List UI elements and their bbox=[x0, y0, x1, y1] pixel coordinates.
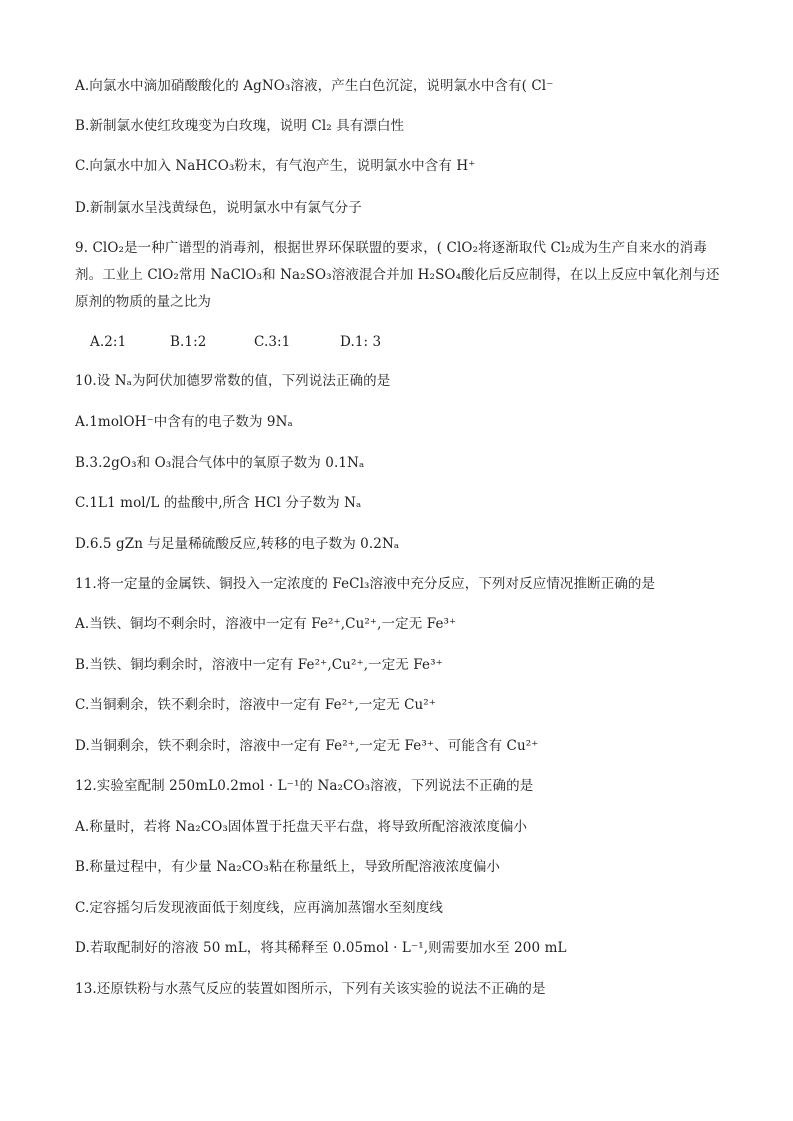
q9-option-d: D.1: 3 bbox=[340, 334, 382, 350]
q12-option-c: C.定容摇匀后发现液面低于刻度线，应再滴加蒸馏水至刻度线 bbox=[75, 900, 443, 916]
q8-option-c: C.向氯水中加入 NaHCO₃粉末，有气泡产生，说明氯水中含有 H⁺ bbox=[75, 158, 476, 174]
q9-stem-line-3: 原剂的物质的量之比为 bbox=[75, 294, 211, 310]
q11-option-b: B.当铁、铜均剩余时，溶液中一定有 Fe²⁺,Cu²⁺,一定无 Fe³⁺ bbox=[75, 657, 443, 673]
q13-stem: 13.还原铁粉与水蒸气反应的装置如图所示，下列有关该实验的说法不正确的是 bbox=[75, 981, 546, 997]
q9-options bbox=[90, 332, 381, 352]
q10-option-d: D.6.5 gZn 与足量稀硫酸反应,转移的电子数为 0.2Nₐ bbox=[75, 536, 400, 552]
q10-option-c: C.1L1 mol/L 的盐酸中,所含 HCl 分子数为 Nₐ bbox=[75, 495, 362, 511]
q9-stem-line-1: 9. ClO₂是一种广谱型的消毒剂，根据世界环保联盟的要求，( ClO₂将逐渐取代 Cl₂成为生产自来水的消毒 bbox=[75, 240, 707, 256]
q10-option-b: B.3.2gO₃和 O₃混合气体中的氧原子数为 0.1Nₐ bbox=[75, 455, 365, 471]
q8-option-b: B.新制氯水使红玫瑰变为白玫瑰，说明 Cl₂ 具有漂白性 bbox=[75, 118, 405, 134]
q11-stem: 11.将一定量的金属铁、铜投入一定浓度的 FeCl₃溶液中充分反应，下列对反应情况推断正确的是 bbox=[75, 576, 656, 592]
q11-option-a: A.当铁、铜均不剩余时，溶液中一定有 Fe²⁺,Cu²⁺,一定无 Fe³⁺ bbox=[75, 616, 457, 632]
q10-option-a: A.1molOH⁻中含有的电子数为 9Nₐ bbox=[75, 414, 293, 430]
q10-stem: 10.设 Nₐ为阿伏加德罗常数的值，下列说法正确的是 bbox=[75, 373, 391, 389]
q9-option-a: A.2:1 bbox=[90, 334, 127, 350]
q11-option-d: D.当铜剩余，铁不剩余时，溶液中一定有 Fe²⁺,一定无 Fe³⁺、可能含有 Cu²⁺ bbox=[75, 738, 539, 754]
q8-option-a: A.向氯水中滴加硝酸酸化的 AgNO₃溶液，产生白色沉淀，说明氯水中含有( Cl⁻ bbox=[75, 78, 554, 94]
q12-option-b: B.称量过程中，有少量 Na₂CO₃粘在称量纸上，导致所配溶液浓度偏小 bbox=[75, 859, 501, 875]
q12-option-d: D.若取配制好的溶液 50 mL，将其稀释至 0.05mol · L⁻¹,则需要加水至 200 mL bbox=[75, 940, 567, 956]
q12-stem: 12.实验室配制 250mL0.2mol · L⁻¹的 Na₂CO₃溶液，下列说法不正确的是 bbox=[75, 778, 534, 794]
q11-option-c: C.当铜剩余，铁不剩余时，溶液中一定有 Fe²⁺,一定无 Cu²⁺ bbox=[75, 697, 437, 713]
q9-option-b: B.1:2 bbox=[170, 334, 207, 350]
q12-option-a: A.称量时，若将 Na₂CO₃固体置于托盘天平右盘，将导致所配溶液浓度偏小 bbox=[75, 819, 528, 835]
q9-option-c: C.3:1 bbox=[254, 334, 291, 350]
q8-option-d: D.新制氯水呈浅黄绿色，说明氯水中有氯气分子 bbox=[75, 200, 362, 216]
q9-stem-line-2: 剂。工业上 ClO₂常用 NaClO₃和 Na₂SO₃溶液混合并加 H₂SO₄酸化后反应制得，在以上反应中氧化剂与还 bbox=[75, 267, 720, 283]
